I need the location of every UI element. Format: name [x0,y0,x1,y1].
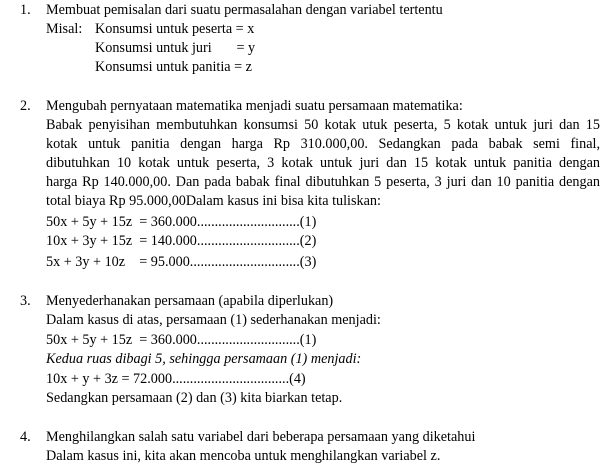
equation-2: 10x + 3y + 15z = 140.000.............................(2) [46,233,317,249]
def-juri: Konsumsi untuk juri = y [95,40,256,56]
item-2-number: 2. [20,98,31,114]
item-3-closing: Sedangkan persamaan (2) dan (3) kita biarkan tetap. [46,390,343,406]
italic-note: Kedua ruas dibagi 5, sehingga persamaan (1) menjadi: [46,351,362,367]
def-panitia: Konsumsi untuk panitia = z [95,59,252,75]
item-3-number: 3. [20,293,31,309]
paragraph-line-5: total biaya Rp 95.000,00Dalam kasus ini bisa kita tuliskan: [46,193,381,209]
equation-1-repeat: 50x + 5y + 15z = 360.000.............................(1) [46,332,317,348]
item-1-heading: Membuat pemisalan dari suatu permasalahan dengan variabel tertentu [46,2,443,18]
def-peserta: Konsumsi untuk peserta = x [95,21,255,37]
item-1-number: 1. [20,2,31,18]
item-4-number: 4. [20,429,31,445]
equation-3: 5x + 3y + 10z = 95.000...............................(3) [46,254,317,270]
paragraph-line-2: kotak untuk panitia dengan harga Rp 310.000,00. Sedangkan pada babak semi final, [46,136,600,152]
item-2-heading: Mengubah pernyataan matematika menjadi suatu persamaan matematika: [46,98,463,114]
item-3-line-1: Dalam kasus di atas, persamaan (1) sederhanakan menjadi: [46,312,381,328]
item-4-line-1: Dalam kasus ini, kita akan mencoba untuk menghilangkan variabel z. [46,448,441,464]
item-3-heading: Menyederhanakan persamaan (apabila diperlukan) [46,293,334,309]
paragraph-line-1: Babak penyisihan membutuhkan konsumsi 50 kotak utuk peserta, 5 kotak untuk juri dan 15 [46,117,600,133]
paragraph-line-3: dibutuhkan 10 kotak untuk peserta, 3 kotak untuk juri dan 15 kotak untuk panitia dengan [46,155,600,171]
paragraph-line-4: harga Rp 140.000,00. Dan pada babak final dibutuhkan 5 peserta, 3 juri dan 10 panitia dengan [46,174,600,190]
misal-label: Misal: [46,21,83,37]
equation-4: 10x + y + 3z = 72.000.................................(4) [46,371,306,387]
equation-1: 50x + 5y + 15z = 360.000.............................(1) [46,214,317,230]
item-4-heading: Menghilangkan salah satu variabel dari beberapa persamaan yang diketahui [46,429,476,445]
